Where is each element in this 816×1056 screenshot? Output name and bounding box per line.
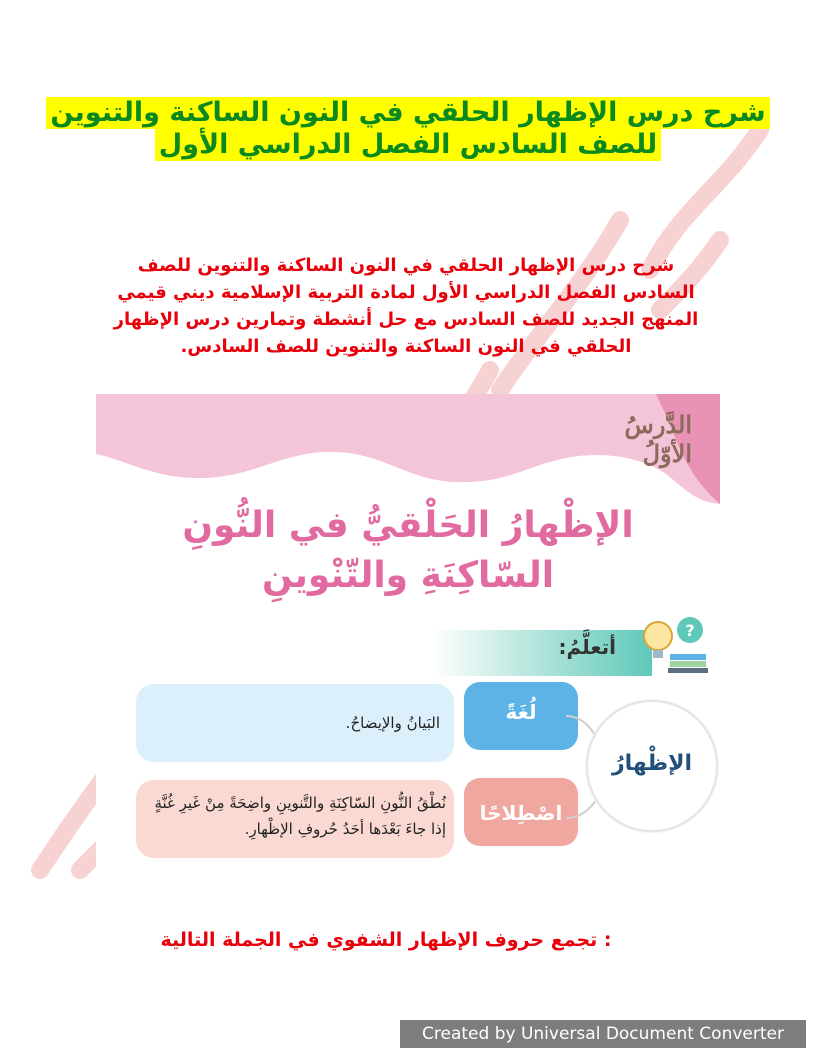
lesson-number-label: الدَّرسُ الأوّلُ bbox=[624, 410, 692, 468]
lesson-title-line-2: السّاكِنَةِ والتّنْوينِ bbox=[261, 555, 555, 596]
lightbulb-books-icon bbox=[640, 614, 710, 674]
definition-text-linguistic: البَيانُ والإيضاحُ. bbox=[345, 714, 440, 732]
learn-label: أتعلَّمُ: bbox=[558, 635, 616, 659]
intro-paragraph: شرح درس الإظهار الحلقي في النون الساكنة والتنوين للصف السادس الفصل الدراسي الأول لمادة التربية الإسلامية ديني قيمي المنهج الجديد للصف السادس مع حل أنشطة وتمارين درس الإظهار الحلقي في النون الساكنة والتنوين للصف السادس. bbox=[113, 255, 699, 357]
document-title bbox=[0, 97, 816, 161]
title-line-2: للصف السادس الفصل الدراسي الأول bbox=[155, 129, 661, 161]
tag-linguistic: لُغَةً bbox=[464, 682, 578, 750]
converter-footer: Created by Universal Document Converter bbox=[400, 1020, 806, 1048]
closing-line: : تجمع حروف الإظهار الشفوي في الجملة التالية bbox=[160, 929, 612, 951]
lesson-title-line-1: الإظْهارُ الحَلْقيُّ في النُّونِ bbox=[182, 505, 634, 546]
title-line-1: شرح درس الإظهار الحلقي في النون الساكنة والتنوين bbox=[46, 97, 769, 129]
tag-technical: اصْطِلاحًا bbox=[464, 778, 578, 846]
svg-text:?: ? bbox=[685, 621, 695, 640]
concept-circle: الإظْهارُ bbox=[586, 700, 718, 832]
lesson-image bbox=[96, 394, 720, 874]
definition-text-technical: نُطْقُ النُّونِ السّاكِنَةِ والتَّنوينِ واضِحَةً مِنْ غَيرِ غُنَّةٍ إذا جاءَ بَعْدَها أحَدُ حُروفِ الإظْهارِ. bbox=[154, 794, 446, 838]
